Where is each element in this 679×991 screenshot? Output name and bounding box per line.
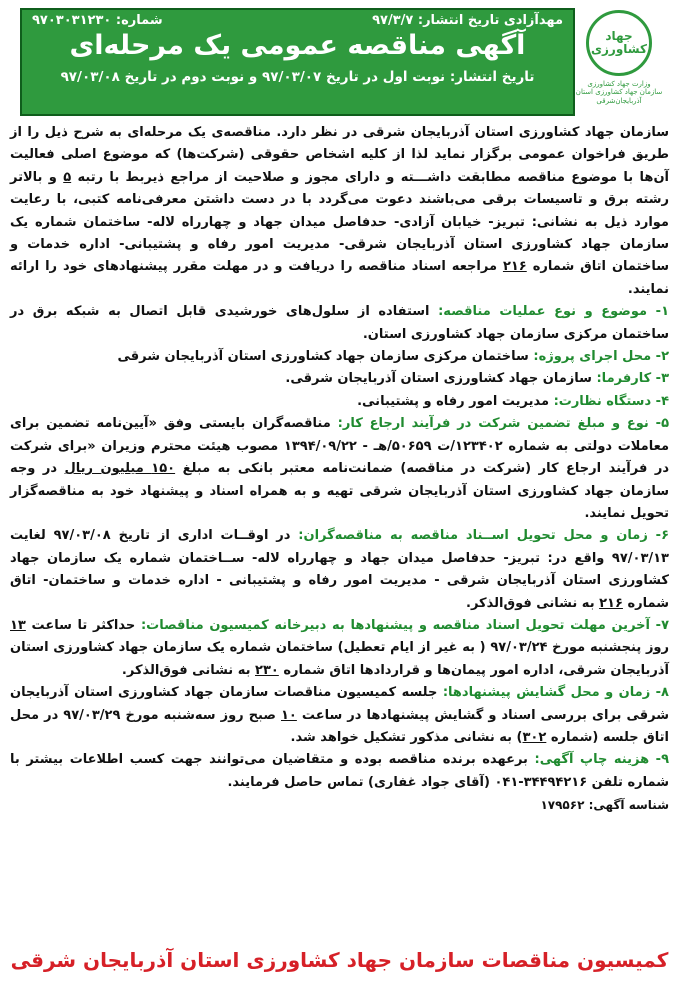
section-3: ۳- کارفرما: سازمان جهاد کشاورزی استان آذربایجان شرقی. (285, 371, 669, 387)
number-label: شماره: (115, 13, 163, 28)
publish-date: ۹۷/۳/۷ (372, 13, 414, 28)
guarantee-amount: ۱۵۰ میلیون ریال (64, 461, 176, 477)
section-4: ۴- دستگاه نظارت: مدیریت امور رفاه و پشتیبانی. (357, 393, 669, 409)
page-title: آگهی مناقصه عمومی یک مرحله‌ای (69, 30, 526, 61)
title-banner (20, 8, 575, 116)
notice-body (10, 122, 669, 794)
logo-line1: جهاد (605, 28, 633, 43)
rank-value: ۵ (63, 169, 72, 185)
section-9: ۹- هزینه چاپ آگهی: برعهده برنده مناقصه بوده و متقاضیان می‌توانند جهت کسب اطلاعات بیشتر با شماره تلفن ۳۴۴۹۴۲۱۶-۰۴۱ (آقای جواد غفاری) تماس حاصل فرمایند. (10, 752, 669, 790)
jahad-logo-icon (586, 10, 652, 76)
ad-id: شناسه آگهی: ۱۷۹۵۶۲ (540, 798, 669, 813)
publish-info (372, 13, 563, 28)
publish-label: تاریخ انتشار: (417, 13, 500, 28)
newspaper-name: مهدآزادی (503, 13, 563, 28)
footer-signature: کمیسیون مناقصات سازمان جهاد کشاورزی استان آذربایجان شرقی (10, 948, 669, 972)
logo-line2: کشاورزی (591, 42, 647, 56)
section-6: ۶- زمان و محل تحویل اســناد مناقصه به مناقصه‌گران: در اوقــات اداری از تاریخ ۹۷/۰۳/۰۸ لغایت ۹۷/۰۳/۱۳ واقع در: تبریز- حدفاصل میدان جهاد و چهارراه لاله- ســاختمان شماره یک سازمان جهاد کشاورزی استان آذربایجان شرقی - مدیریت امور رفاه و پشتیبانی - اداره خدمات و ساختمان- اتاق شماره ۲۱۶ به نشانی فوق‌الذکر. (10, 528, 669, 611)
header (10, 8, 669, 116)
section-2: ۲- محل اجرای پروژه: ساختمان مرکزی سازمان جهاد کشاورزی استان آذربایجان شرقی (117, 349, 669, 365)
logo-caption: وزارت جهاد کشاورزی سازمان جهاد کشاورزی استان آذربایجان‌شرقی (575, 80, 663, 105)
notice-number (32, 13, 163, 28)
intro-paragraph: سازمان جهاد کشاورزی استان آذربایجان شرقی در نظر دارد. مناقصه‌ی یک مرحله‌ای به شرح ذیل را از طریق فراخوان عمومی برگزار نماید لذا از کلیه اشخاص حقوقی (شرکت‌ها) که موضوع اصلی فعالیت آن‌ها با موضوع مناقصه مطابقت داشـــته و دارای مجوز و صلاحیت از مراجع ذیربط با رتبه ۵ و بالاتر رشته برق و تاسیسات برقی می‌باشند دعوت می‌گردد با در دست داشتن معرفی‌نامه کتبی، با رعایت موارد ذیل به نشانی: تبریز- خیابان آزادی- حدفاصل میدان جهاد و چهارراه لاله- ساختمان شماره یک سازمان جهاد کشاورزی استان آذربایجان شرقی- مدیریت امور رفاه و پشتیبانی- اداره خدمات و ساختمان اتاق شماره ۲۱۶ مراجعه اسناد مناقصه را دریافت و در مهلت مقرر پیشنهادهای خود را ارائه نمایند. (10, 125, 669, 297)
room-value: ۲۱۶ (502, 259, 527, 275)
section-7: ۷- آخرین مهلت تحویل اسناد مناقصه و پیشنهادها به دبیرخانه کمیسیون مناقصات: حداکثر تا ساعت ۱۳ روز پنجشنبه مورخ ۹۷/۰۳/۲۴ ( به غیر از ایام تعطیل) ساختمان شماره یک سازمان جهاد کشاورزی استان آذربایجان شرقی، اداره امور پیمان‌ها و قراردادها اتاق شماره ۲۳۰ به نشانی فوق‌الذکر. (10, 617, 669, 678)
number-value: ۹۷۰۳۰۳۱۲۳۰ (32, 13, 112, 28)
logo (569, 8, 669, 116)
section-8: ۸- زمان و محل گشایش پیشنهادها: جلسه کمیسیون مناقصات سازمان جهاد کشاورزی استان آذربایجان شرقی برای بررسی اسناد و گشایش پیشنهادها در ساعت ۱۰ صبح روز سه‌شنبه مورخ ۹۷/۰۳/۲۹ در محل اتاق جلسه (شماره ۳۰۲) به نشانی مذکور تشکیل خواهد شد. (10, 685, 669, 745)
section-5: ۵- نوع و مبلغ تضمین شرکت در فرآیند ارجاع کار: مناقصه‌گران بایستی وفق «آیین‌نامه تضمین برای معاملات دولتی به شماره ۱۲۳۴۰۲/ت ۵۰۶۵۹/هـ - ۱۳۹۴/۰۹/۲۲ مصوب هیئت محترم وزیران «برای شرکت در فرآیند ارجاع کار (شرکت در مناقصه) ضمانت‌نامه معتبر بانکی به مبلغ ۱۵۰ میلیون ریال در وجه سازمان جهاد کشاورزی استان آذربایجان شرقی تهیه و به همراه اسناد و پیشنهاد خود به مناقصه‌گزار تحویل نمایند. (10, 416, 670, 521)
section-1: ۱- موضوع و نوع عملیات مناقصه: استفاده از سلول‌های خورشیدی قابل اتصال به شبکه برق در ساختمان مرکزی سازمان جهاد کشاورزی استان. (10, 304, 669, 342)
publish-dates: تاریخ انتشار: نوبت اول در تاریخ ۹۷/۰۳/۰۷ و نوبت دوم در تاریخ ۹۷/۰۳/۰۸ (60, 69, 535, 85)
